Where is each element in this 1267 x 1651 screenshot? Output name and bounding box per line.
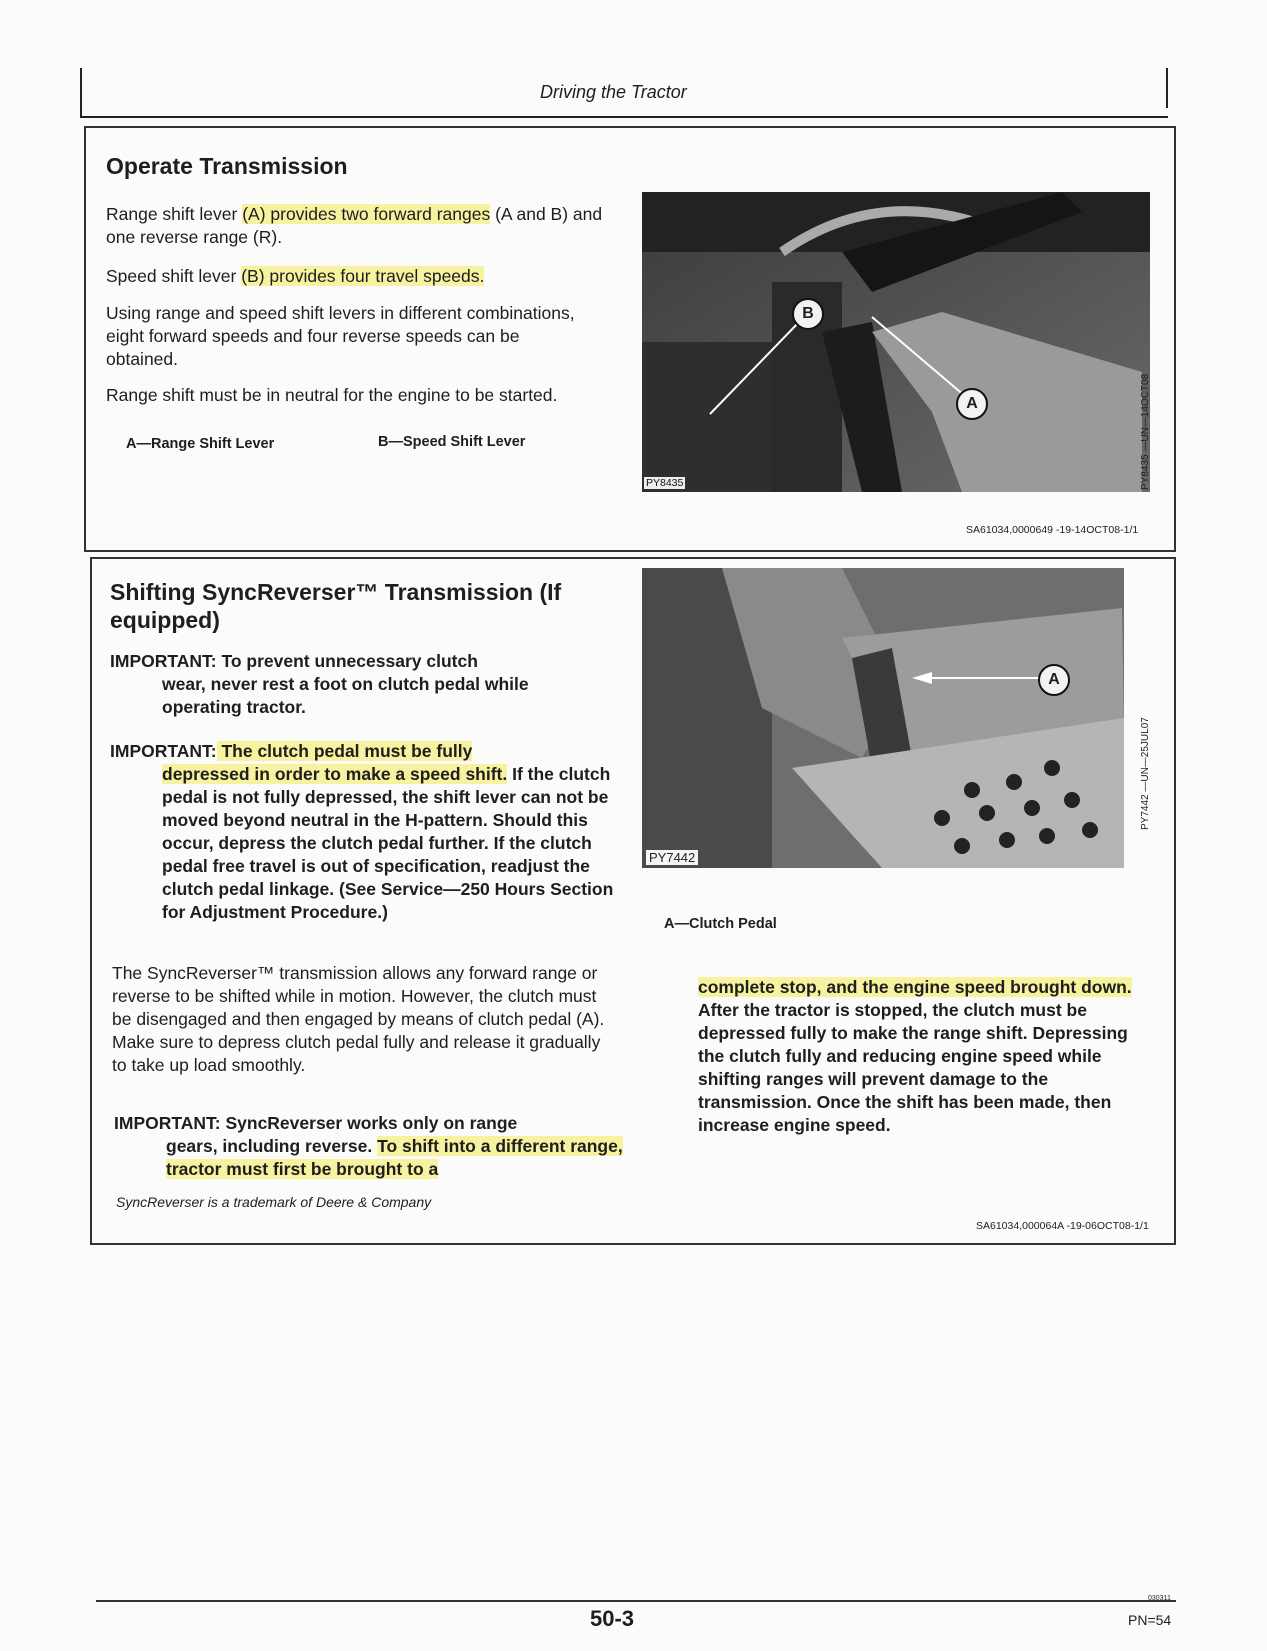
right-column-highlight: complete stop, and the engine speed brought down. [698,977,1132,997]
photo-shift-levers-illustration [642,192,1150,492]
section2-reference: SA61034,000064A -19-06OCT08-1/1 [976,1220,1149,1232]
legend-speed-shift-lever: B—Speed Shift Lever [378,434,526,450]
section1-p2-highlight: (B) provides four travel speeds. [241,266,485,286]
important-note-1-first: To prevent unnecessary clutch [216,651,478,671]
important-note-2-label: IMPORTANT: [110,741,217,761]
important-note-2-highlight-rest: depressed in order to make a speed shift. [162,764,508,784]
section1-reference: SA61034,0000649 -19-14OCT08-1/1 [966,524,1139,536]
important-note-2 [110,740,620,924]
photo2-side-label: PY7442 —UN—25JUL07 [1140,717,1151,830]
page-number: 50-3 [590,1606,635,1631]
section2-paragraph: The SyncReverser™ transmission allows any forward range or reverse to be shifted while in motion. However, the clutch must be disengaged and then engaged by means of clutch pedal (A). Make sure to depress clutch pedal fully and release it gradually to take up load smoothly. [112,963,605,1075]
right-column-rest: After the tractor is stopped, the clutch must be depressed fully to make the range shift. Depressing the clutch fully and reducing engine speed while shifting ranges will prevent damage to the transmission. Once the shift has been made, then increase engine speed. [698,1000,1128,1135]
header-rule-left [80,68,82,118]
section2-title: Shifting SyncReverser™ Transmission (If equipped) [110,579,562,633]
photo1-side-label: PY8435 —UN—14OCT08 [1140,373,1151,490]
important-note-3-first: SyncReverser works only on range [220,1113,518,1133]
callout-a-photo2: A [1038,664,1070,696]
photo-clutch-pedal [642,568,1124,868]
header-rule-bottom [80,116,1168,118]
photo2-code: PY7442 [646,850,698,865]
trademark-note: SyncReverser is a trademark of Deere & Company [116,1194,432,1210]
footer-pn: PN=54 [1128,1612,1172,1628]
header-rule-right [1166,68,1168,108]
important-note-1 [110,650,610,719]
section1-paragraph-3: Using range and speed shift levers in different combinations, eight forward speeds and four reverse speeds can be obtained. [106,303,575,369]
callout-b-photo1: B [792,298,824,330]
section1-title: Operate Transmission [106,153,348,179]
important-note-3-mid: gears, including reverse. [166,1136,378,1156]
footer-small-code: 030311 [1148,1595,1171,1602]
section1-paragraph-4: Range shift must be in neutral for the engine to be started. [106,385,558,405]
important-note-1-label: IMPORTANT: [110,651,217,671]
section1-p1-highlight: (A) provides two forward ranges [242,204,491,224]
section1-p1-c: (A and B) and one reverse range (R). [106,204,603,247]
right-column-text [698,976,1158,1137]
important-note-3-highlight: To shift into a different range, tractor must first be brought to a [166,1136,623,1179]
important-note-3-label: IMPORTANT: [114,1113,221,1133]
callout-a-photo1: A [956,388,988,420]
important-note-2-highlight-first: The clutch pedal must be fully [216,741,473,761]
footer-rule [96,1600,1176,1602]
photo-shift-levers [642,192,1150,492]
important-note-3 [114,1112,634,1181]
important-note-2-rest: If the clutch pedal is not fully depressed, the shift lever can not be moved beyond neutral in the H-pattern. Should this occur, depress the clutch pedal further. If the clutch pedal free travel is out of specification, readjust the clutch pedal linkage. (See Service—250 Hours Section for Adjustment Procedure.) [162,764,614,922]
section1-p2-a: Speed shift lever [106,266,242,286]
legend-range-shift-lever: A—Range Shift Lever [126,436,275,452]
section1-paragraph-2 [106,265,616,288]
section1-paragraph-1 [106,203,616,249]
photo1-code: PY8435 [646,477,684,489]
legend-clutch-pedal: A—Clutch Pedal [664,916,777,932]
page-header-title: Driving the Tractor [540,82,687,102]
important-note-1-rest: wear, never rest a foot on clutch pedal while operating tractor. [162,674,529,717]
section1-p1-a: Range shift lever [106,204,243,224]
photo-clutch-pedal-illustration [642,568,1124,868]
